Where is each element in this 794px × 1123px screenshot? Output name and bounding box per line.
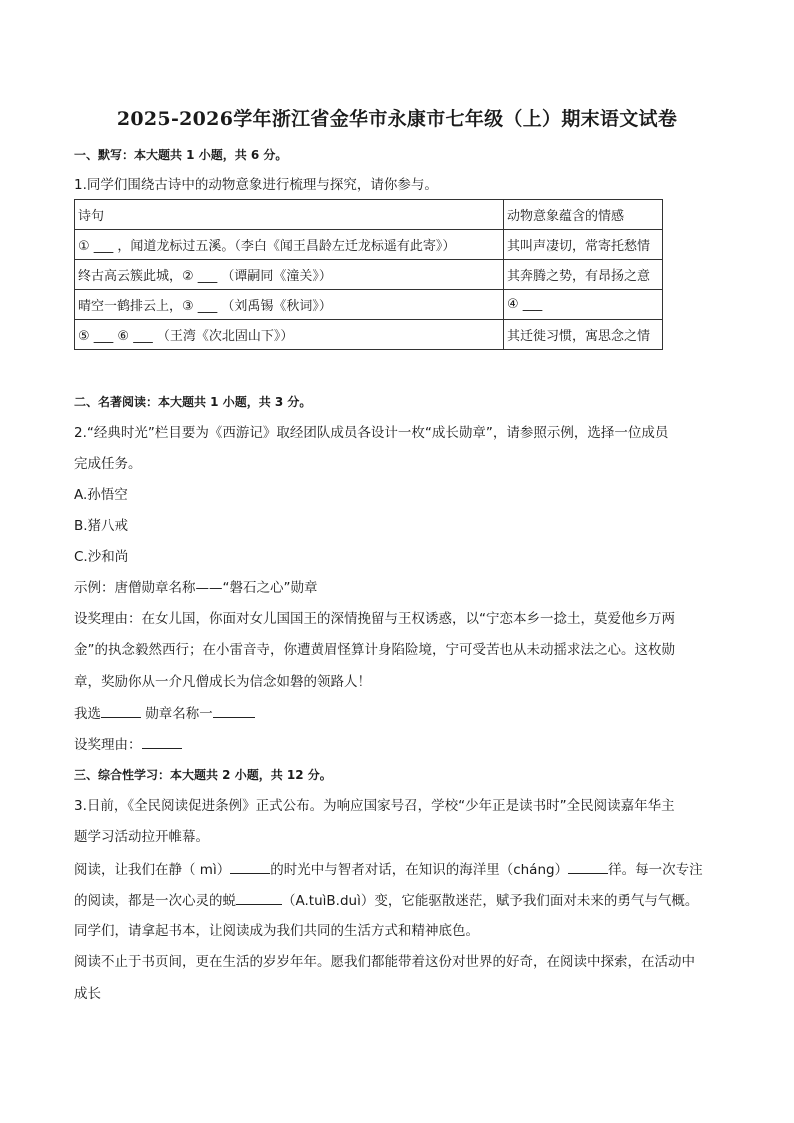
reason-blank[interactable] bbox=[142, 734, 182, 749]
section1-heading: 一、默写：本大题共 1 小题，共 6 分。 bbox=[74, 148, 288, 162]
reason-line: 设奖理由：在女儿国，你面对女儿国国王的深情挽留与王权诱惑，以“宁恋本乡一捻土，莫爱他乡万两 bbox=[74, 611, 675, 627]
table-cell[interactable]: ④ ___ bbox=[504, 290, 663, 320]
table-row bbox=[75, 260, 663, 290]
option-a: A.孙悟空 bbox=[74, 487, 128, 503]
exam-title: 2025-2026学年浙江省金华市永康市七年级（上）期末语文试卷 bbox=[116, 108, 678, 130]
table-cell[interactable]: 终古高云簇此城，② ___ （谭嗣同《潼关》） bbox=[75, 260, 504, 290]
question-2-line: 完成任务。 bbox=[74, 456, 142, 472]
option-c: C.沙和尚 bbox=[74, 549, 129, 565]
table-row bbox=[75, 230, 663, 260]
choice-blank[interactable] bbox=[236, 890, 282, 905]
table-row bbox=[75, 290, 663, 320]
passage-text: 阅读，让我们在静（ mì） bbox=[74, 862, 231, 878]
table-cell[interactable]: 晴空一鹤排云上，③ ___ （刘禹锡《秋词》） bbox=[75, 290, 504, 320]
example-text: 示例：唐僧勋章名称——“磐石之心”勋章 bbox=[74, 580, 318, 596]
section2-heading: 二、名著阅读：本大题共 1 小题，共 3 分。 bbox=[74, 395, 312, 409]
passage-text: 的阅读，都是一次心灵的蜕 bbox=[74, 893, 236, 909]
question-2-line: 2.“经典时光”栏目要为《西游记》取经团队成员各设计一枚“成长勋章”，请参照示例，选择一位成员 bbox=[74, 425, 669, 441]
table-cell: 其迁徙习惯，寓思念之情 bbox=[504, 320, 663, 350]
passage-line: 阅读不止于书页间，更在生活的岁岁年年。愿我们都能带着这份对世界的好奇，在阅读中探索，在活动中 bbox=[74, 954, 695, 970]
passage-line bbox=[74, 859, 734, 880]
choose-prefix: 我选 bbox=[74, 706, 101, 722]
table-cell[interactable]: ⑤ ___ ⑥ ___ （王湾《次北固山下》） bbox=[75, 320, 504, 350]
passage-line: 同学们，请拿起书本，让阅读成为我们共同的生活方式和精神底色。 bbox=[74, 923, 479, 939]
passage-text: 的时光中与智者对话，在知识的海洋里（cháng） bbox=[270, 862, 569, 878]
table-header-row bbox=[75, 200, 663, 230]
medal-name-label: 勋章名称一 bbox=[141, 706, 213, 722]
choose-line bbox=[74, 703, 734, 724]
pinyin-blank-chang[interactable] bbox=[568, 859, 608, 874]
option-b: B.猪八戒 bbox=[74, 518, 129, 534]
passage-text: （A.tuìB.duì）变，它能驱散迷茫，赋予我们面对未来的勇气与气概。 bbox=[282, 893, 699, 909]
passage-line bbox=[74, 890, 734, 911]
reason-answer-line bbox=[74, 734, 734, 755]
table-row bbox=[75, 320, 663, 350]
reason-prefix: 设奖理由： bbox=[74, 737, 142, 753]
table-header-cell: 动物意象蕴含的情感 bbox=[504, 200, 663, 230]
table-cell: 其奔腾之势，有昂扬之意 bbox=[504, 260, 663, 290]
table-cell[interactable]: ① ___ ，闻道龙标过五溪。（李白《闻王昌龄左迁龙标遥有此寄》） bbox=[75, 230, 504, 260]
question-3-line: 3.日前，《全民阅读促进条例》正式公布。为响应国家号召，学校“少年正是读书时”全民阅读嘉年华主 bbox=[74, 798, 675, 814]
medal-name-blank[interactable] bbox=[213, 703, 255, 718]
pinyin-blank-mi[interactable] bbox=[230, 859, 270, 874]
reason-line: 金”的执念毅然西行；在小雷音寺，你遭黄眉怪算计身陷险境，宁可受苦也从未动摇求法之心。这枚勋 bbox=[74, 642, 675, 658]
section3-heading: 三、综合性学习：本大题共 2 小题，共 12 分。 bbox=[74, 768, 332, 782]
member-blank[interactable] bbox=[101, 703, 141, 718]
table-cell: 其叫声凄切，常寄托愁情 bbox=[504, 230, 663, 260]
question-1-text: 1.同学们围绕古诗中的动物意象进行梳理与探究，请你参与。 bbox=[74, 177, 438, 193]
question-3-line: 题学习活动拉开帷幕。 bbox=[74, 829, 209, 845]
reason-line: 章，奖励你从一介凡僧成长为信念如磐的领路人！ bbox=[74, 674, 371, 690]
table-header-cell: 诗句 bbox=[75, 200, 504, 230]
poem-table bbox=[74, 199, 663, 350]
passage-text: 徉。每一次专注 bbox=[608, 862, 703, 878]
passage-line: 成长 bbox=[74, 986, 101, 1002]
